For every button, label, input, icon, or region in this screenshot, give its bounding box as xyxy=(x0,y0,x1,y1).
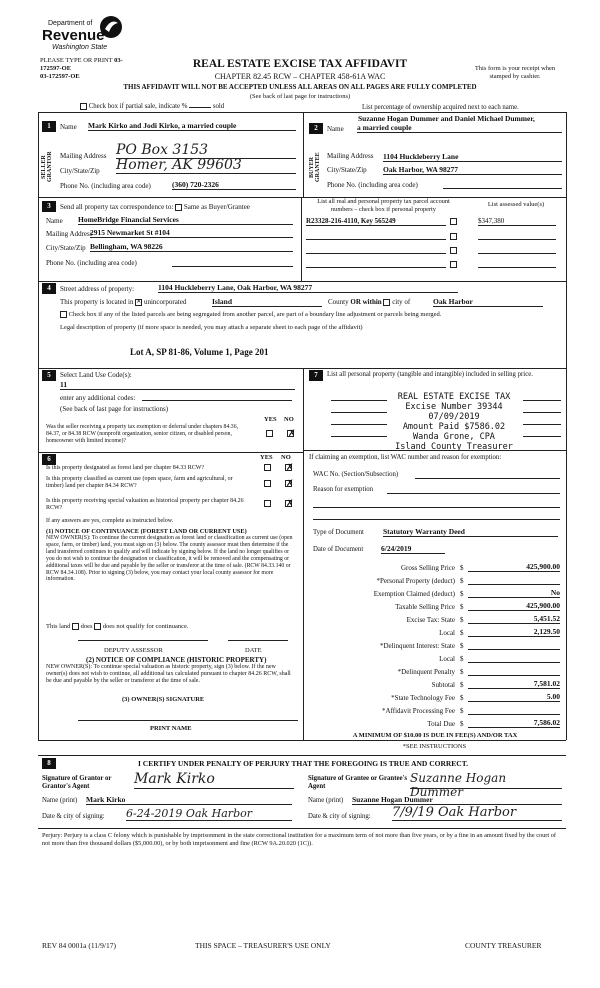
deputy-label: DEPUTY ASSESSOR xyxy=(104,647,163,654)
partial-sale[interactable]: Check box if partial sale, indicate % sold xyxy=(80,103,224,110)
dept-line3: Washington State xyxy=(52,44,108,51)
doc-type: Statutory Warranty Deed xyxy=(383,527,558,537)
corr-city: Bellingham, WA 98226 xyxy=(90,242,293,252)
see-back: (See back of last page for instructions) xyxy=(249,93,351,100)
correspondence-intro: Send all property tax correspondence to: Same as Buyer/Grantee xyxy=(60,203,250,211)
seller-city-label: City/State/Zip xyxy=(60,167,100,175)
if-yes-note: If any answers are yes, complete as instructed below. xyxy=(46,518,174,524)
seller-name: Mark Kirko and Jodi Kirko, a married couple xyxy=(88,121,296,131)
section-1-number: 1 xyxy=(42,121,56,132)
buyer-name-line2: a married couple xyxy=(357,123,562,133)
forest-yes-checkbox[interactable] xyxy=(264,464,271,471)
seller-section xyxy=(38,112,303,197)
same-as-buyer-checkbox[interactable] xyxy=(175,204,182,211)
notice2-body: NEW OWNER(S): To continue special valuation as historic property, sign (3) below. If the new owner(s) does not wish to continue, all additional tax calculated pursuant to chapter 84.26 RCW, shall be due and payable by the seller or transferor at the time of sale. xyxy=(46,664,291,684)
seller-mailing: PO Box 3153 xyxy=(116,142,296,159)
perjury-note: Perjury: Perjury is a class C felony which is punishable by imprisonment in the state correctional institution for a maximum term of not more than five years, or by a fine in an amount fixed by the court of not more than five thousand dollars ($5,000.00), or by both imprisonment and fine (RCW 9A.20.020 (1C)). xyxy=(42,832,556,847)
form-title: REAL ESTATE EXCISE TAX AFFIDAVIT xyxy=(192,58,408,70)
dept-line2: Revenue xyxy=(42,27,105,44)
reason-field-3 xyxy=(313,519,560,520)
accounts-header: List all real and personal property tax parcel account numbers – check box if personal property xyxy=(317,198,450,213)
s6-yes: YES xyxy=(260,454,273,461)
section-6 xyxy=(38,452,303,740)
seller-side-label: SELLER GRANTOR xyxy=(41,151,53,183)
calc-row: Local $ 2,129.50 xyxy=(439,627,560,637)
section-4-number: 4 xyxy=(42,283,56,294)
seller-name-label: Name xyxy=(60,123,77,131)
calc-row: Excise Tax: State $ 5,451.52 xyxy=(406,614,560,624)
land-use-yes: YES xyxy=(264,416,277,423)
notice1-title: (1) NOTICE OF CONTINUANCE (FOREST LAND OR CURRENT USE) xyxy=(46,528,247,535)
s6-no: NO xyxy=(281,454,291,461)
corr-city-label: City/State/Zip xyxy=(46,244,86,252)
assessed-header: List assessed value(s) xyxy=(487,201,545,208)
personal-prop-line-3b xyxy=(523,424,561,425)
personal-prop-line-1b xyxy=(523,400,561,401)
land-use-label: Select Land Use Code(s): xyxy=(60,371,132,379)
assessed-row-2 xyxy=(478,239,556,240)
section-7-number: 7 xyxy=(309,370,323,381)
calculation-table xyxy=(303,562,566,731)
treasurer-space: THIS SPACE – TREASURER'S USE ONLY xyxy=(195,941,331,950)
calc-row: Exemption Claimed (deduct) $ No xyxy=(373,588,560,598)
reason-label: Reason for exemption xyxy=(313,486,374,493)
buyer-city: Oak Harbor, WA 98277 xyxy=(383,165,562,175)
corr-name-label: Name xyxy=(46,217,63,225)
section-7 xyxy=(303,368,566,740)
continuance: This land does does not qualify for continuance. xyxy=(46,623,189,630)
calc-row: Local $ xyxy=(303,653,566,666)
city-checkbox[interactable] xyxy=(383,299,390,306)
section-8-number: 8 xyxy=(42,758,56,769)
date-line xyxy=(228,640,288,641)
assessed-row-4 xyxy=(478,267,556,268)
county-or-within: County OR within city of xyxy=(328,298,411,306)
buyer-side-label: BUYER GRANTEE xyxy=(309,152,321,182)
does-not-qualify-checkbox[interactable] xyxy=(94,623,101,630)
form-chapter: CHAPTER 82.45 RCW – CHAPTER 458-61A WAC xyxy=(214,72,386,81)
print-name-label: PRINT NAME xyxy=(150,725,192,732)
buyer-name-label: Name xyxy=(327,125,344,133)
parcel-row-3 xyxy=(306,253,446,254)
form-number: REV 84 0001a (11/9/17) xyxy=(42,941,116,950)
historic-no-checkbox[interactable]: ✗ xyxy=(286,498,294,508)
land-use-code: 11 xyxy=(60,380,295,390)
unincorporated-checkbox[interactable]: ✕ xyxy=(136,298,142,305)
section-5-number: 5 xyxy=(42,370,56,381)
date-label: DATE xyxy=(245,647,262,654)
county-name: Island xyxy=(212,297,322,307)
historic-yes-checkbox[interactable] xyxy=(264,500,271,507)
parcel-row-2 xyxy=(306,239,446,240)
minimum-note: A MINIMUM OF $10.00 IS DUE IN FEE(S) AND/OR TAX xyxy=(352,732,518,739)
warning: THIS AFFIDAVIT WILL NOT BE ACCEPTED UNLESS ALL AREAS ON ALL PAGES ARE FULLY COMPLETED xyxy=(123,83,477,91)
calc-row: *Delinquent Interest: State $ xyxy=(303,640,566,653)
land-use-see-back: (See back of last page for instructions) xyxy=(60,405,169,413)
receipt-note: This form is your receipt when stamped by cashier. xyxy=(474,65,556,80)
grantor-sig-label: Signature of Grantor or Grantor's Agent xyxy=(42,775,112,790)
reason-field xyxy=(387,493,560,494)
calc-row: Subtotal $ 7,581.02 xyxy=(431,679,560,689)
section-8 xyxy=(38,755,566,828)
buyer-city-label: City/State/Zip xyxy=(327,166,367,174)
buyer-mailing: 1104 Huckleberry Lane xyxy=(383,152,562,162)
historic-question: Is this property receiving special valuation as historical property per chapter 84.26 RCW? xyxy=(46,498,244,511)
parcel-3-checkbox[interactable] xyxy=(450,247,457,254)
property-section xyxy=(38,281,566,368)
grantor-date: 6-24-2019 Oak Harbor xyxy=(126,807,292,821)
street-label: Street address of property: xyxy=(60,285,135,293)
doc-date: 6/24/2019 xyxy=(381,544,445,554)
partial-sale-checkbox[interactable] xyxy=(80,103,87,110)
calc-row: *State Technology Fee $ 5.00 xyxy=(391,692,560,702)
excise-stamp: REAL ESTATE EXCISE TAX Excise Number 39344 07/09/2019 Amount Paid $7586.02 Wanda Grone, CPA Island County Treasurer xyxy=(395,392,513,452)
additional-codes-label: enter any additional codes: xyxy=(60,394,136,402)
doc-type-label: Type of Document xyxy=(313,529,364,536)
ownership-note: List percentage of ownership acquired next to each name. xyxy=(362,104,519,111)
corr-phone-label: Phone No. (including area code) xyxy=(46,259,137,267)
corr-mailing-label: Mailing Address xyxy=(46,230,93,238)
owner-signature-line xyxy=(78,720,298,721)
notice2-title: (2) NOTICE OF COMPLIANCE (HISTORIC PROPERTY) xyxy=(86,656,267,664)
certify-statement: I CERTIFY UNDER PENALTY OF PERJURY THAT THE FOREGOING IS TRUE AND CORRECT. xyxy=(138,759,469,768)
calc-row: *Personal Property (deduct) $ xyxy=(303,575,566,588)
current-use-question: Is this property classified as current use (open space, farm and agricultural, or timber) land per chapter 84.34 RCW? xyxy=(46,476,233,489)
land-use-section xyxy=(38,368,303,452)
grantor-date-label: Date & city of signing: xyxy=(42,813,105,820)
seller-phone-label: Phone No. (including area code) xyxy=(60,182,151,190)
corr-phone xyxy=(172,266,293,267)
dept-line1: Department of xyxy=(48,20,93,27)
section-3-number: 3 xyxy=(42,201,56,212)
segregated-checkbox[interactable] xyxy=(60,311,67,318)
reason-field-2 xyxy=(313,507,560,508)
street-address: 1104 Huckleberry Lane, Oak Harbor, WA 98277 xyxy=(158,283,458,293)
seller-mailing-label: Mailing Address xyxy=(60,152,107,160)
wac-field xyxy=(415,478,560,479)
grantee-print-label: Name (print) xyxy=(308,797,344,804)
additional-codes xyxy=(142,400,292,401)
buyer-section xyxy=(303,112,566,197)
owner-signature-label: (3) OWNER(S) SIGNATURE xyxy=(122,696,205,703)
section-6-number: 6 xyxy=(42,454,56,465)
parcel-number: R23328-216-4110, Key 565249 xyxy=(306,217,446,226)
land-use-no: NO xyxy=(284,416,294,423)
personal-property-label: List all personal property (tangible and intangible) included in selling price. xyxy=(327,371,533,378)
county-treasurer: COUNTY TREASURER xyxy=(465,941,542,950)
tax-correspondence-section xyxy=(38,197,566,281)
current-use-yes-checkbox[interactable] xyxy=(264,480,271,487)
buyer-phone xyxy=(443,188,562,189)
personal-prop-line-1 xyxy=(331,400,387,401)
legal-description: Lot A, SP 81-86, Volume 1, Page 201 xyxy=(130,347,269,357)
section-2-number: 2 xyxy=(309,123,323,134)
corr-name: HomeBridge Financial Services xyxy=(78,215,293,225)
parcel-1-checkbox[interactable] xyxy=(450,218,457,225)
please-type: PLEASE TYPE OR PRINT 03-172597-OE 03-172597-OE xyxy=(40,57,123,80)
calc-row: *Affidavit Processing Fee $ xyxy=(303,705,566,718)
does-qualify-checkbox[interactable] xyxy=(72,623,79,630)
grantee-date: 7/9/19 Oak Harbor xyxy=(392,805,562,821)
exemption-no-checkbox[interactable]: ✗ xyxy=(288,428,296,438)
exemption-yes-checkbox[interactable] xyxy=(266,430,273,437)
grantee-print: Suzanne Hogan Dummer xyxy=(352,795,562,805)
parcel-row-4 xyxy=(306,267,446,268)
calc-row: Total Due $ 7,586.02 xyxy=(427,718,560,728)
notice1-body: NEW OWNER(S): To continue the current designation as forest land or classification as current use (open space, farm, or timber) land, you must sign on (3) below. The county assessor must then determine if the land transferred continues to qualify and will indicate by signing below. If the land no longer qualifies or you do not wish to continue the designation or classification, it will be removed and the compensating or additional taxes will be due and payable by the seller or transferor at the time of sale. (RCW 84.33.140 or RCW 84.34.108). Prior to signing (3) below, you may contact your local county assessor for more information. xyxy=(46,535,293,583)
located-in: This property is located in ✕ unincorporated xyxy=(60,298,187,306)
parcel-2-checkbox[interactable] xyxy=(450,233,457,240)
see-instructions: *SEE INSTRUCTIONS xyxy=(402,743,467,750)
segregated-note: Check box if any of the listed parcels are being segregated from another parcel, are part of a boundary line adjustment or parcels being merged. xyxy=(60,311,560,318)
personal-prop-line-2 xyxy=(331,412,387,413)
forest-question: Is this property designated as forest land per chapter 84.33 RCW? xyxy=(46,465,205,471)
current-use-no-checkbox[interactable]: ✗ xyxy=(286,478,294,488)
personal-prop-line-2b xyxy=(523,412,561,413)
grantor-print: Mark Kirko xyxy=(86,795,292,805)
corr-mailing: 2915 Newmarket St #104 xyxy=(90,228,293,238)
assessed-row-3 xyxy=(478,253,556,254)
grantor-signature: Mark Kirko xyxy=(134,771,294,789)
buyer-mailing-label: Mailing Address xyxy=(327,152,374,160)
seller-city: Homer, AK 99603 xyxy=(116,157,296,174)
grantee-sig-label: Signature of Grantee or Grantee's Agent xyxy=(308,775,408,790)
grantee-signature: Suzanne Hogan Dummer xyxy=(410,771,562,789)
personal-prop-line-3 xyxy=(331,424,387,425)
exemption-claim-label: If claiming an exemption, list WAC number and reason for exemption: xyxy=(309,454,502,461)
buyer-name-line1: Suzanne Hogan Dummer and Daniel Michael Dummer, xyxy=(358,114,535,123)
deputy-line xyxy=(78,640,208,641)
personal-prop-line-4b xyxy=(523,436,561,437)
grantor-print-label: Name (print) xyxy=(42,797,78,804)
parcel-4-checkbox[interactable] xyxy=(450,261,457,268)
calc-row: *Delinquent Penalty $ xyxy=(303,666,566,679)
buyer-phone-label: Phone No. (including area code) xyxy=(327,181,418,189)
exemption-question: Was the seller receiving a property tax exemption or deferral under chapters 84.36, 84.37, or 84.38 RCW (nonprofit organization, senior citizen, or disabled person, homeowner with limited income)? xyxy=(46,424,239,444)
grantee-date-label: Date & city of signing: xyxy=(308,813,371,820)
forest-no-checkbox[interactable]: ✗ xyxy=(286,462,294,472)
wac-label: WAC No. (Section/Subsection) xyxy=(313,471,399,478)
legal-desc-label: Legal description of property (if more space is needed, you may attach a separate sheet to each page of the affidavit) xyxy=(60,324,363,331)
calc-row: Gross Selling Price $ 425,900.00 xyxy=(400,562,560,572)
seller-phone: (360) 720-2326 xyxy=(172,180,296,190)
city-name: Oak Harbor xyxy=(433,297,543,307)
dor-logo xyxy=(40,14,130,56)
doc-date-label: Date of Document xyxy=(313,546,364,553)
assessed-value: $347,380 xyxy=(478,217,556,226)
personal-prop-line-4 xyxy=(331,436,387,437)
calc-row: Taxable Selling Price $ 425,900.00 xyxy=(395,601,560,611)
